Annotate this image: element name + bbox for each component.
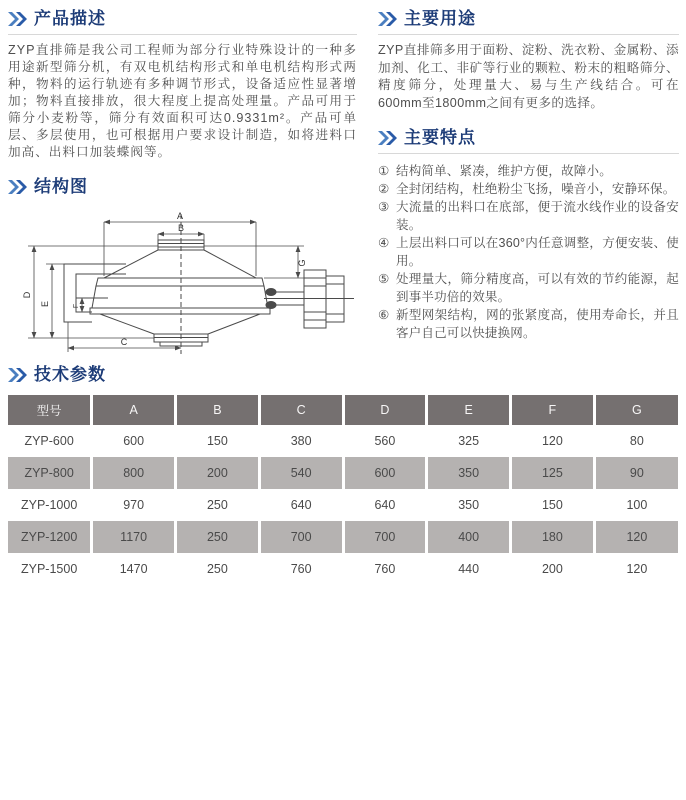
table-row (8, 457, 678, 489)
table-cell: 640 (259, 489, 343, 521)
table-cell: 970 (92, 489, 176, 521)
feature-text: 大流量的出料口在底部，便于流水线作业的设备安装。 (396, 200, 679, 232)
feature-text: 新型网架结构，网的张紧度高，使用寿命长，并且客户自己可以快捷换网。 (396, 308, 679, 340)
main-uses-text: ZYP直排筛多用于面粉、淀粉、洗衣粉、金属粉、添加剂、化工、非矿等行业的颗粒、粉末的粗略筛分、精度筛分，处理量大、易与生产线结合。可在600mm至1800mm之间有更多的选择。 (378, 43, 679, 110)
table-header-cell: 型号 (8, 395, 92, 425)
features-list (378, 162, 679, 342)
table-cell: 325 (427, 425, 511, 457)
section-title: 主要特点 (404, 128, 476, 147)
double-chevron-icon (378, 131, 397, 145)
table-cell: 350 (427, 489, 511, 521)
feature-number: ② (378, 182, 390, 196)
feature-text: 全封闭结构，杜绝粉尘飞扬，噪音小，安静环保。 (396, 182, 676, 196)
feature-number: ③ (378, 200, 390, 214)
table-cell: 380 (259, 425, 343, 457)
table-cell: 150 (511, 489, 595, 521)
table-cell: 760 (343, 553, 427, 585)
table-cell: 560 (343, 425, 427, 457)
section-title: 结构图 (34, 177, 88, 196)
table-cell: 640 (343, 489, 427, 521)
table-cell: 700 (259, 521, 343, 553)
table-row (8, 521, 678, 553)
table-header-cell: A (92, 395, 176, 425)
table-cell: ZYP-800 (8, 457, 92, 489)
table-cell: 80 (594, 425, 678, 457)
feature-number: ⑤ (378, 272, 390, 286)
double-chevron-icon (378, 12, 397, 26)
right-column (378, 8, 679, 342)
section-title: 主要用途 (404, 9, 476, 28)
table-cell: 120 (594, 521, 678, 553)
dim-label-f: F (73, 303, 80, 309)
section-header-structure-diagram (8, 176, 357, 198)
section-header-tech-params (8, 364, 678, 386)
table-cell: 100 (594, 489, 678, 521)
feature-number: ④ (378, 236, 390, 250)
table-cell: 800 (92, 457, 176, 489)
double-chevron-icon (8, 368, 27, 382)
table-cell: 1470 (92, 553, 176, 585)
feature-item (378, 180, 679, 198)
section-divider (8, 34, 357, 35)
table-header-cell: F (511, 395, 595, 425)
dim-label-d: D (22, 291, 32, 299)
feature-number: ⑥ (378, 308, 390, 322)
table-cell: 700 (343, 521, 427, 553)
table-cell: 250 (176, 489, 260, 521)
table-cell: 440 (427, 553, 511, 585)
table-cell: 400 (427, 521, 511, 553)
product-description-text: ZYP直排筛是我公司工程师为部分行业特殊设计的一种多用途新型筛分机，有双电机结构形式和单电机结构形式两种，物料的运行轨迹有多种调节形式，设备适应性显著增加；物料直接排放，很大程度上提高处理量。产品可用于筛分小麦粉等，筛分有效面积可达0.9331m²。产品可单层、多层使用，也可根据用户要求设计制造，如将进料口加高、出料口加装蝶阀等。 (8, 43, 357, 159)
table-cell: 90 (594, 457, 678, 489)
section-title: 产品描述 (34, 9, 106, 28)
dim-label-g: G (297, 259, 307, 267)
table-cell: 600 (343, 457, 427, 489)
table-cell: ZYP-1000 (20, 498, 78, 512)
table-header-cell: C (259, 395, 343, 425)
structure-diagram (8, 206, 356, 356)
dim-label-a: A (176, 211, 184, 221)
dim-label-e: E (40, 300, 50, 308)
table-cell: 120 (594, 553, 678, 585)
feature-text: 处理量大，筛分精度高，可以有效的节约能源，起到事半功倍的效果。 (396, 272, 679, 304)
table-row (8, 553, 678, 585)
table-cell: 200 (176, 457, 260, 489)
table-cell: ZYP-1200 (8, 521, 92, 553)
table-row (8, 425, 678, 457)
table-cell: ZYP-1500 (20, 562, 78, 576)
dim-label-c: C (120, 337, 128, 347)
table-cell: 150 (176, 425, 260, 457)
table-cell: 250 (176, 521, 260, 553)
section-divider (378, 153, 679, 154)
table-cell: 180 (511, 521, 595, 553)
feature-item (378, 198, 679, 234)
section-header-main-uses (378, 8, 679, 30)
table-header-cell: G (594, 395, 678, 425)
left-column (8, 8, 357, 356)
table-header-cell: D (343, 395, 427, 425)
table-cell: 350 (427, 457, 511, 489)
section-header-product-description (8, 8, 357, 30)
table-cell: 250 (176, 553, 260, 585)
feature-text: 结构简单、紧凑，维护方便，故障小。 (396, 164, 612, 178)
feature-item (378, 270, 679, 306)
table-cell: 200 (511, 553, 595, 585)
feature-number: ① (378, 164, 390, 178)
feature-item (378, 162, 679, 180)
structure-diagram-drawing (8, 206, 356, 356)
tech-params-section (8, 364, 678, 585)
table-cell: 120 (511, 425, 595, 457)
feature-item (378, 234, 679, 270)
params-table (8, 395, 678, 585)
table-row (8, 489, 678, 521)
feature-item (378, 306, 679, 342)
dim-label-b: B (177, 223, 185, 233)
table-cell: 540 (259, 457, 343, 489)
double-chevron-icon (8, 180, 27, 194)
section-header-main-features (378, 127, 679, 149)
table-header-row (8, 395, 678, 425)
section-divider (378, 34, 679, 35)
table-header-cell: B (176, 395, 260, 425)
double-chevron-icon (8, 12, 27, 26)
section-title: 技术参数 (34, 365, 106, 384)
table-cell: ZYP-600 (24, 434, 74, 448)
feature-text: 上层出料口可以在360°内任意调整，方便安装、使用。 (396, 236, 679, 268)
table-cell: 125 (511, 457, 595, 489)
table-cell: 600 (92, 425, 176, 457)
table-header-cell: E (427, 395, 511, 425)
table-cell: 1170 (92, 521, 176, 553)
table-cell: 760 (259, 553, 343, 585)
